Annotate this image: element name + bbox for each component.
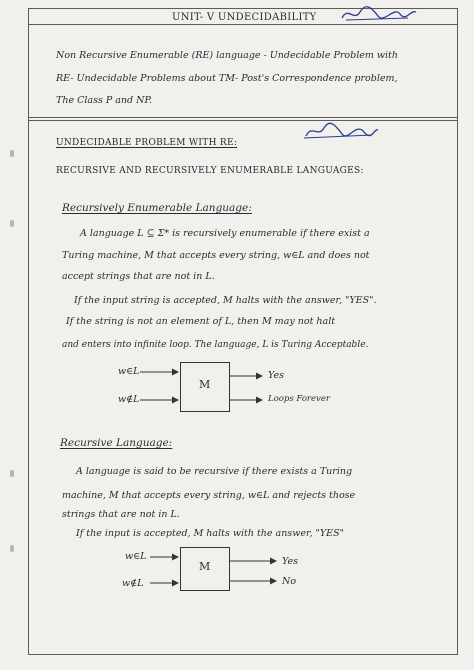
re-definition-line: Turing machine, M that accepts every string, w∈L and does not xyxy=(62,250,370,261)
re-output-loop-label: Loops Forever xyxy=(268,394,330,404)
rec-input-reject-label: w∉L xyxy=(122,578,144,589)
re-input-accept-label: w∈L xyxy=(118,366,140,377)
re-language-heading: Recursively Enumerable Language: xyxy=(62,202,252,214)
re-output-yes-label: Yes xyxy=(268,370,284,381)
page-title: UNIT- V UNDECIDABILITY xyxy=(172,12,317,23)
recursive-language-heading: Recursive Language: xyxy=(60,437,173,449)
subsection-heading: RECURSIVE AND RECURSIVELY ENUMERABLE LANGUAGES: xyxy=(56,166,364,176)
re-behaviour-line: If the string is not an element of L, then M may not halt xyxy=(66,316,336,327)
rec-output-no-label: No xyxy=(282,576,297,587)
re-definition-line: accept strings that are not in L. xyxy=(62,271,215,282)
rec-input-accept-label: w∈L xyxy=(125,551,147,562)
section-heading: UNDECIDABLE PROBLEM WITH RE: xyxy=(56,138,238,148)
syllabus-line: Non Recursive Enumerable (RE) language - Undecidable Problem with xyxy=(56,50,398,61)
re-input-reject-label: w∉L xyxy=(118,394,140,405)
recursive-definition-line: A language is said to be recursive if there exists a Turing xyxy=(76,466,353,477)
recursive-behaviour-line: If the input is accepted, M halts with the answer, "YES" xyxy=(76,528,344,539)
syllabus-line: The Class P and NP. xyxy=(56,95,152,106)
recursive-definition-line: machine, M that accepts every string, w∈L and rejects those xyxy=(62,490,356,501)
syllabus-line: RE- Undecidable Problems about TM- Post's Correspondence problem, xyxy=(56,73,398,84)
re-definition-line: A language L ⊆ Σ* is recursively enumerable if there exist a xyxy=(80,228,370,239)
re-behaviour-line: and enters into infinite loop. The language, L is Turing Acceptable. xyxy=(62,340,369,350)
re-behaviour-line: If the input string is accepted, M halts with the answer, "YES". xyxy=(74,295,377,306)
rec-machine-label: M xyxy=(199,560,211,573)
recursive-definition-line: strings that are not in L. xyxy=(62,509,180,520)
rec-output-yes-label: Yes xyxy=(282,556,298,567)
re-machine-label: M xyxy=(199,378,211,391)
